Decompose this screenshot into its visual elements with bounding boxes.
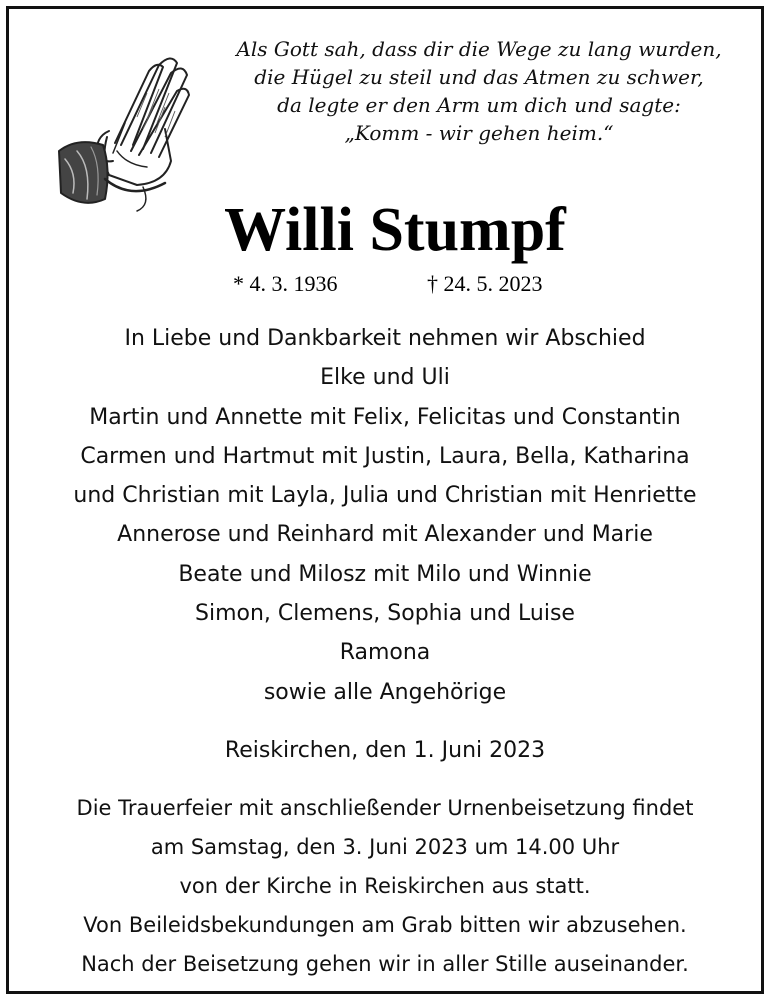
mourners-line: Simon, Clemens, Sophia und Luise — [195, 601, 575, 627]
service-line: Die Trauerfeier mit anschließender Urnenbeisetzung findet — [76, 796, 694, 820]
birth-date: * 4. 3. 1936 — [233, 271, 338, 296]
praying-hands-icon — [47, 33, 197, 213]
service-line: Nach der Beisetzung gehen wir in aller Stille auseinander. — [81, 952, 689, 976]
mourners-line: Martin und Annette mit Felix, Felicitas und Constantin — [89, 404, 681, 430]
obituary-frame — [6, 6, 764, 994]
service-info — [9, 789, 761, 984]
mourners-line: Elke und Uli — [320, 365, 450, 391]
poem-line: Als Gott sah, dass dir die Wege zu lang wurden, — [236, 37, 722, 61]
poem-line: „Komm - wir gehen heim.“ — [344, 121, 614, 145]
service-line: Von Beileidsbekundungen am Grab bitten wir abzusehen. — [83, 913, 687, 937]
poem-line: da legte er den Arm um dich und sagte: — [277, 93, 681, 117]
poem-line: die Hügel zu steil und das Atmen zu schwer, — [254, 65, 704, 89]
mourners-line: und Christian mit Layla, Julia und Christian mit Henriette — [73, 483, 697, 509]
poem — [209, 35, 749, 147]
service-line: von der Kirche in Reiskirchen aus statt. — [179, 874, 591, 898]
mourners-line: Annerose und Reinhard mit Alexander und Marie — [117, 522, 653, 548]
mourners-line: Carmen und Hartmut mit Justin, Laura, Bella, Katharina — [80, 443, 690, 469]
mourners-line: sowie alle Angehörige — [263, 679, 507, 705]
deceased-name: Willi Stumpf — [224, 196, 566, 264]
mourners-line: Ramona — [339, 640, 431, 666]
place-and-date: Reiskirchen, den 1. Juni 2023 — [224, 738, 546, 763]
death-date: † 24. 5. 2023 — [427, 271, 543, 296]
mourners-list — [9, 319, 761, 712]
service-line: am Samstag, den 3. Juni 2023 um 14.00 Uhr — [150, 835, 620, 859]
mourners-line: In Liebe und Dankbarkeit nehmen wir Abschied — [124, 326, 646, 351]
mourners-line: Beate und Milosz mit Milo und Winnie — [178, 561, 592, 587]
